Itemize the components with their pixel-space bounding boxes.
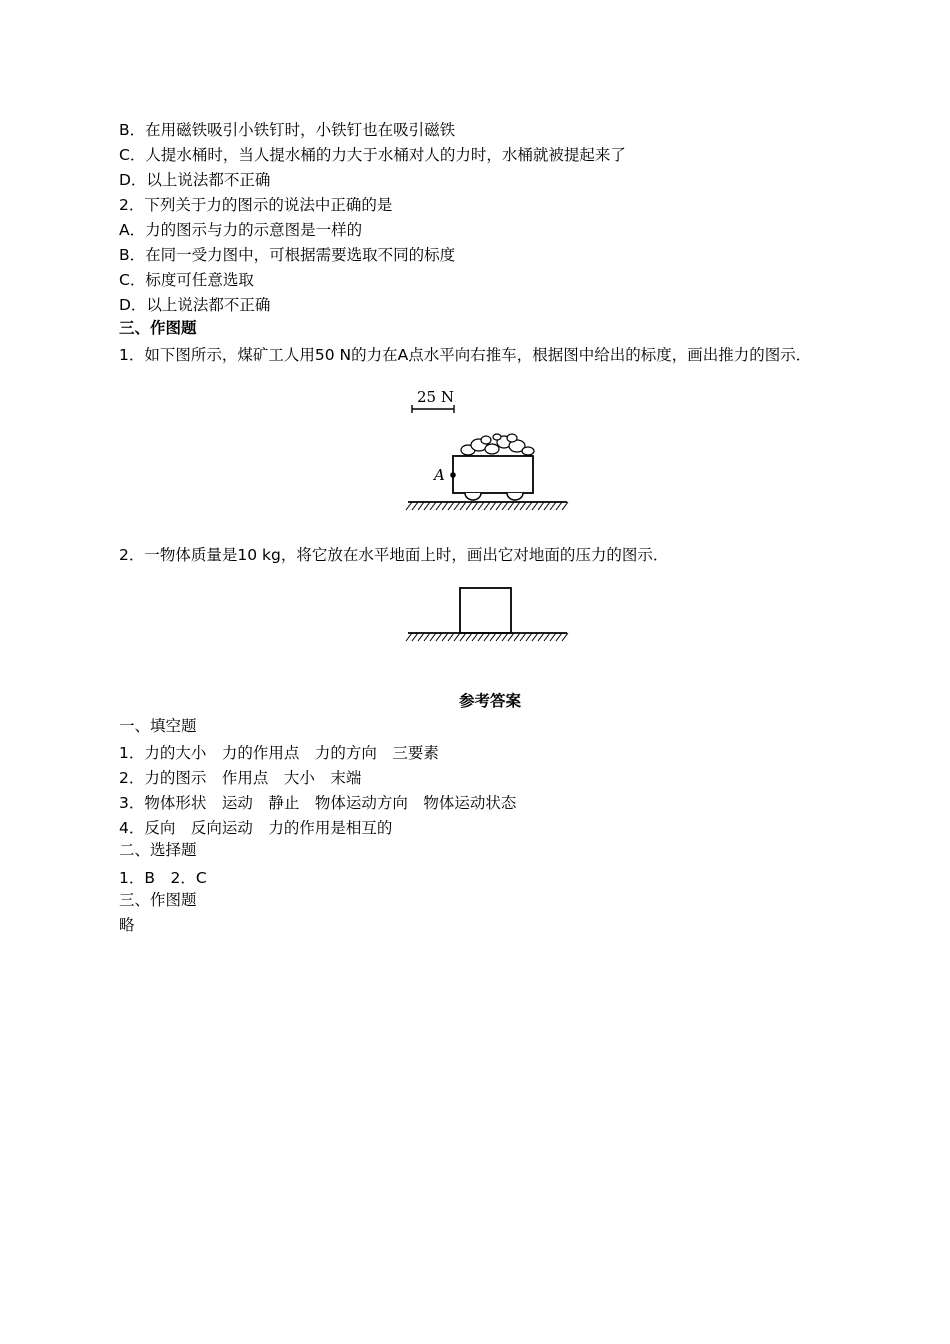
- cart-body: [453, 456, 533, 493]
- answers-drawing: 略: [119, 916, 135, 934]
- mine-cart-figure: [400, 382, 575, 517]
- scale-label: 25 N: [417, 388, 454, 406]
- answers-fill-4: 4．反向 反向运动 力的作用是相互的: [119, 819, 393, 837]
- box-figure: [400, 585, 575, 650]
- ground-hatching-1: [406, 502, 568, 510]
- point-a-dot: [450, 472, 456, 478]
- answers-choice-heading: 二、选择题: [119, 841, 197, 859]
- option-2d: D．以上说法都不正确: [119, 296, 271, 314]
- option-1d: D．以上说法都不正确: [119, 171, 271, 189]
- option-1b: B．在用磁铁吸引小铁钉时，小铁钉也在吸引磁铁: [119, 121, 456, 139]
- box: [460, 588, 511, 633]
- ground-hatching-2: [406, 633, 568, 641]
- answers-fill-3: 3．物体形状 运动 静止 物体运动方向 物体运动状态: [119, 794, 517, 812]
- option-2b: B．在同一受力图中，可根据需要选取不同的标度: [119, 246, 456, 264]
- cart-wheels: [465, 493, 523, 500]
- coal-pile: [461, 434, 534, 455]
- answers-choice: 1．B 2．C: [119, 869, 207, 887]
- drawing-section-heading: 三、作图题: [119, 319, 197, 337]
- answers-fill-2: 2．力的图示 作用点 大小 末端: [119, 769, 362, 787]
- option-1c: C．人提水桶时，当人提水桶的力大于水桶对人的力时，水桶就被提起来了: [119, 146, 626, 164]
- option-2a: A．力的图示与力的示意图是一样的: [119, 221, 363, 239]
- answers-fill-1: 1．力的大小 力的作用点 力的方向 三要素: [119, 744, 439, 762]
- point-a-label: A: [434, 466, 445, 484]
- option-2c: C．标度可任意选取: [119, 271, 254, 289]
- question-2-stem: 2．下列关于力的图示的说法中正确的是: [119, 196, 393, 214]
- drawing-item-2: 2．一物体质量是10 kg，将它放在水平地面上时，画出它对地面的压力的图示．: [119, 546, 669, 564]
- scale-bar: [412, 405, 454, 413]
- answers-title: 参考答案: [458, 692, 521, 710]
- answers-drawing-heading: 三、作图题: [119, 891, 197, 909]
- drawing-item-1: 1．如下图所示，煤矿工人用50 N的力在A点水平向右推车，根据图中给出的标度，画出推力的图示．: [119, 346, 812, 364]
- answers-fill-heading: 一、填空题: [119, 717, 197, 735]
